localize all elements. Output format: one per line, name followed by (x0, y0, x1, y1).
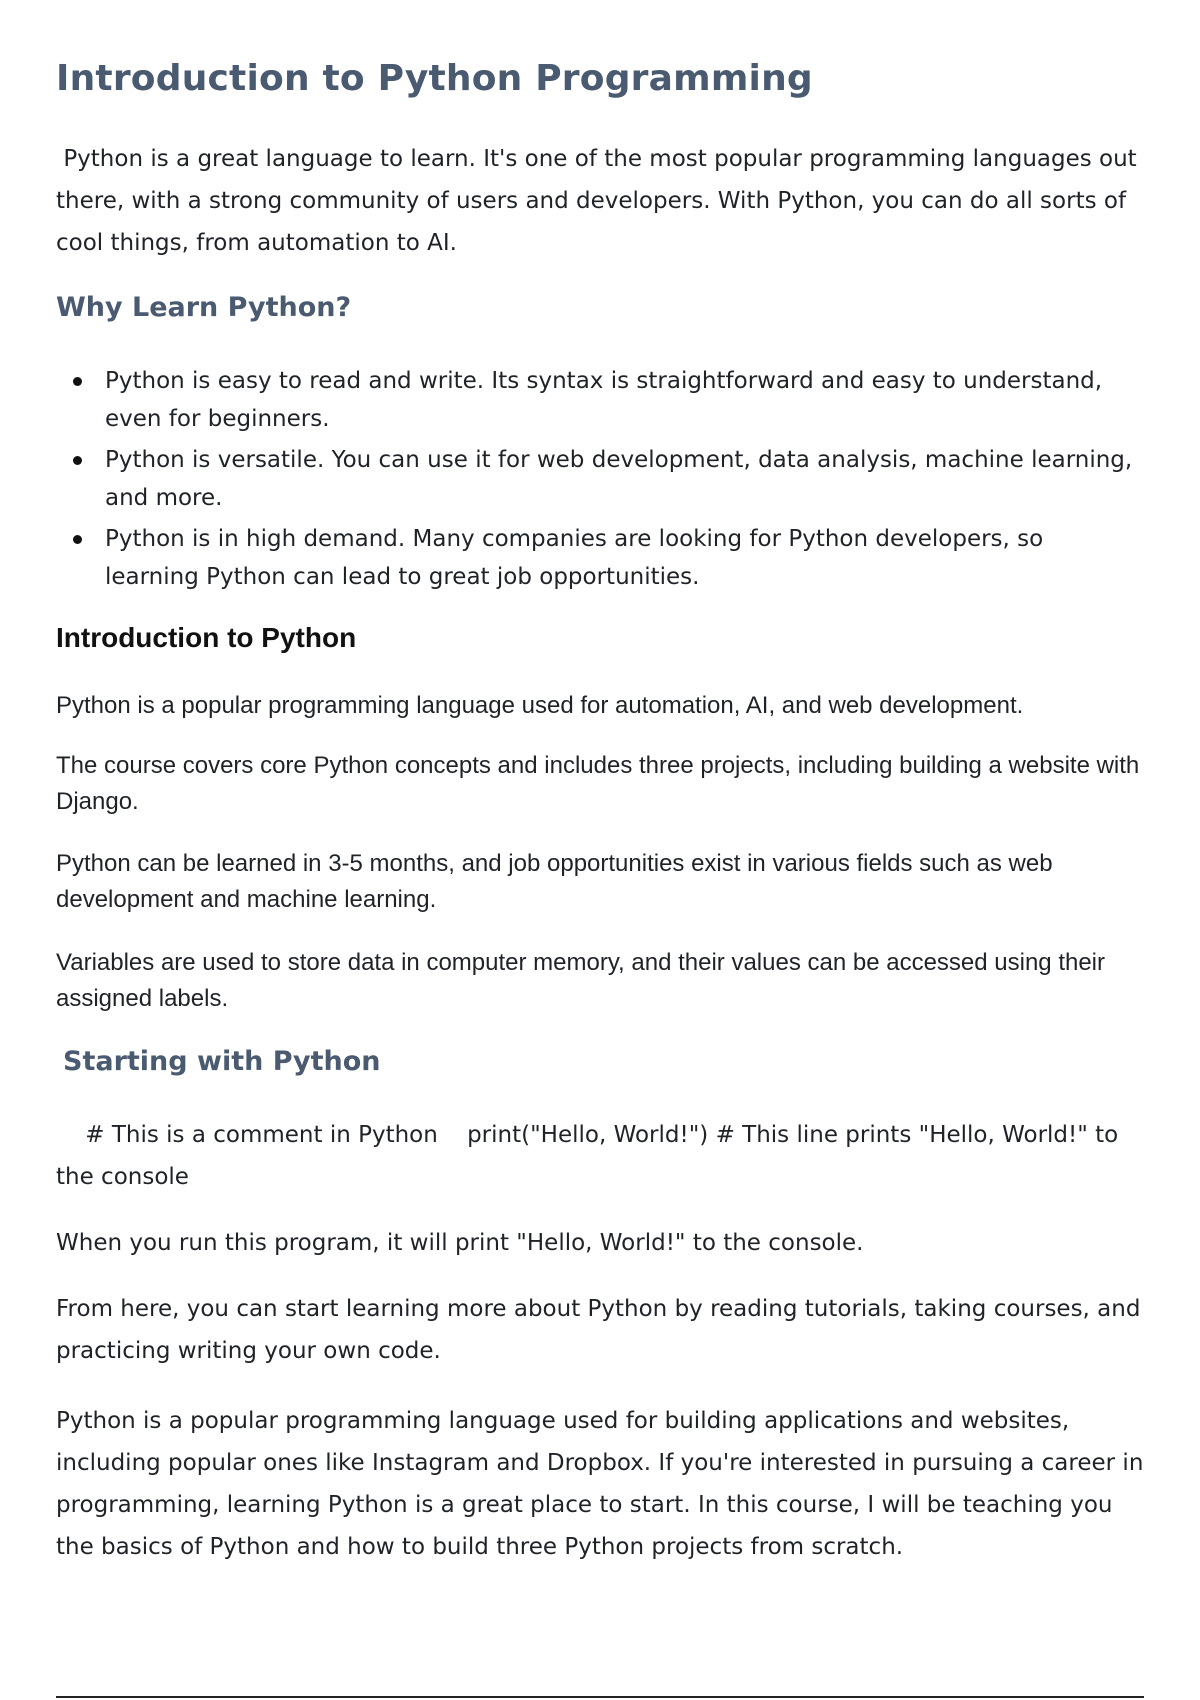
why-learn-list (56, 362, 1144, 599)
page-title: Introduction to Python Programming (56, 58, 813, 99)
code-example: # This is a comment in Python print("Hello, World!") # This line prints "Hello, World!" to the console (56, 1122, 1126, 1190)
starting-heading: Starting with Python (63, 1046, 381, 1077)
list-item (56, 362, 1144, 438)
list-item-text: Python is easy to read and write. Its syntax is straightforward and easy to understand, even for beginners. (105, 368, 1103, 432)
bullet-icon (73, 377, 82, 386)
list-item-text: Python is in high demand. Many companies are looking for Python developers, so learning Python can lead to great job opportunities. (105, 526, 1044, 590)
intro-section-paragraph: Variables are used to store data in computer memory, and their values can be accessed using their assigned labels. (56, 949, 1106, 1012)
introduction-heading: Introduction to Python (56, 622, 357, 653)
closing-paragraph: Python is a popular programming language used for building applications and websites, including popular ones like Instagram and Dropbox. If you're interested in pursuing a career in programming, learning Python is a great place to start. In this course, I will be teaching you the basics of Python and how to build three Python projects from scratch. (56, 1408, 1144, 1560)
why-learn-heading: Why Learn Python? (56, 292, 352, 323)
intro-section-paragraph: Python can be learned in 3-5 months, and job opportunities exist in various fields such as web development and machine learning. (56, 850, 1053, 913)
list-item-text: Python is versatile. You can use it for web development, data analysis, machine learning, and more. (105, 447, 1133, 511)
intro-section-paragraph: Python is a popular programming language used for automation, AI, and web development. (56, 692, 1024, 719)
list-item (56, 441, 1144, 517)
intro-section-paragraph: The course covers core Python concepts and includes three projects, including building a website with Django. (56, 752, 1140, 815)
from-here-paragraph: From here, you can start learning more about Python by reading tutorials, taking courses, and practicing writing your own code. (56, 1296, 1141, 1364)
bullet-icon (73, 456, 82, 465)
run-paragraph: When you run this program, it will print "Hello, World!" to the console. (56, 1230, 864, 1256)
bullet-icon (73, 535, 82, 544)
intro-paragraph: Python is a great language to learn. It's one of the most popular programming languages out there, with a strong community of users and developers. With Python, you can do all sorts of cool things, from automation to AI. (56, 146, 1145, 256)
footer-divider (56, 1696, 1144, 1698)
list-item (56, 520, 1144, 596)
